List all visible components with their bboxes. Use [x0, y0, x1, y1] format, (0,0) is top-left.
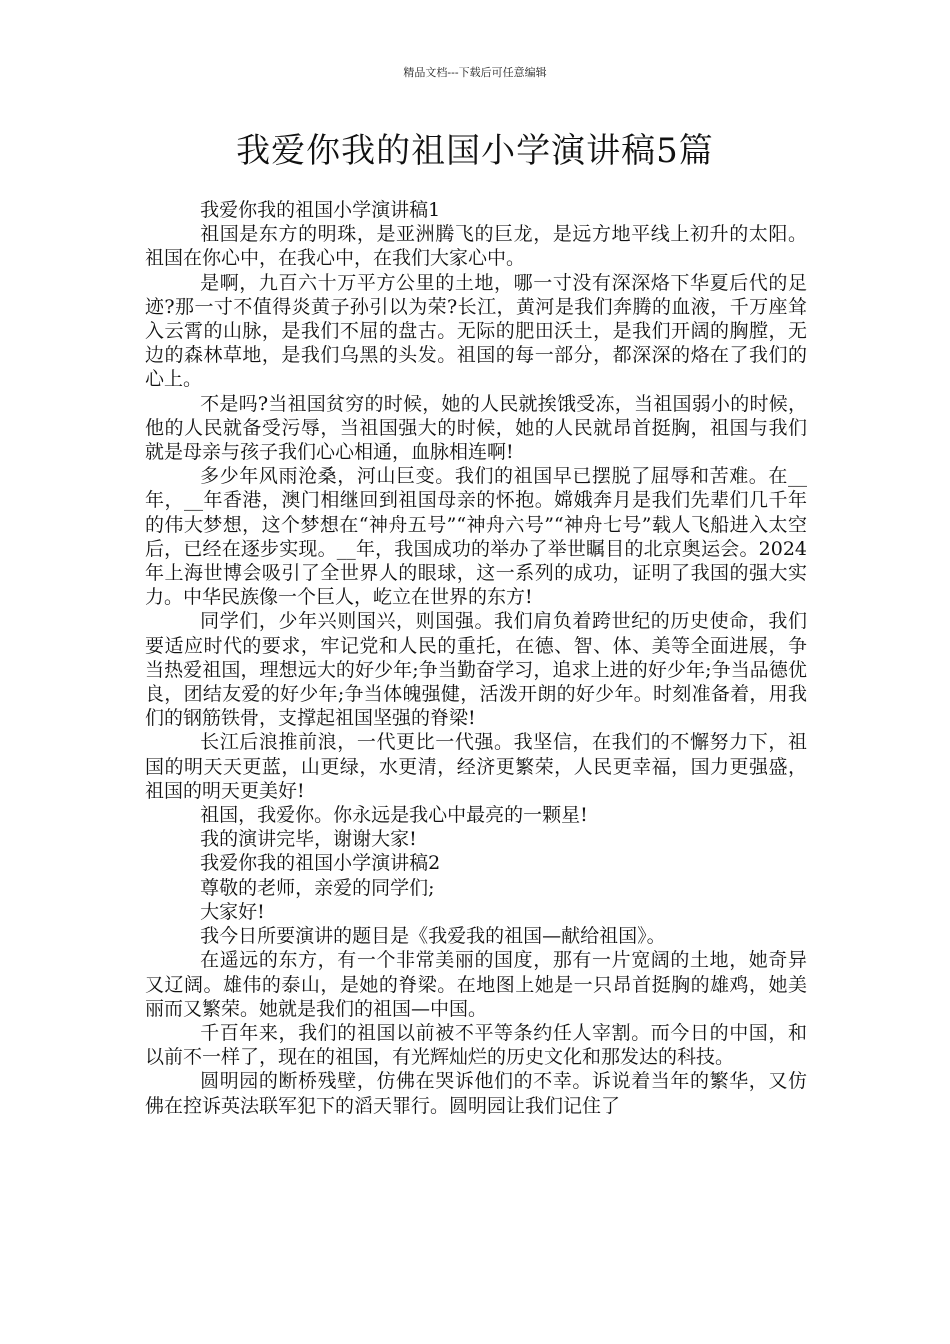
- paragraph: 是啊，九百六十万平方公里的土地，哪一寸没有深深烙下华夏后代的足迹?那一寸不值得炎黄子孙引以为荣?长江，黄河是我们奔腾的血液，千万座耸入云霄的山脉，是我们不屈的盘古。无际的肥田沃土，是我们开阔的胸膛，无边的森林草地，是我们乌黑的头发。祖国的每一部分，都深深的烙在了我们的心上。: [145, 271, 807, 391]
- paragraph: 多少年风雨沧桑，河山巨变。我们的祖国早已摆脱了屈辱和苦难。在__年，__年香港，澳门相继回到祖国母亲的怀抱。嫦娥奔月是我们先辈们几千年的伟大梦想，这个梦想在“神舟五号”“神舟六号”“神舟七号”载人飞船进入太空后，已经在逐步实现。__年，我国成功的举办了举世瞩目的北京奥运会。2024年上海世博会吸引了全世界人的眼球，这一系列的成功，证明了我国的强大实力。中华民族像一个巨人，屹立在世界的东方!: [145, 465, 807, 609]
- paragraph: 同学们，少年兴则国兴，则国强。我们肩负着跨世纪的历史使命，我们要适应时代的要求，牢记党和人民的重托，在德、智、体、美等全面进展，争当热爱祖国，理想远大的好少年;争当勤奋学习，追求上进的好少年;争当品德优良，团结友爱的好少年;争当体魄强健，活泼开朗的好少年。时刻准备着，用我们的钢筋铁骨，支撑起祖国坚强的脊梁!: [145, 610, 807, 730]
- paragraph: 不是吗?当祖国贫穷的时候，她的人民就挨饿受冻，当祖国弱小的时候，他的人民就备受污辱，当祖国强大的时候，她的人民就昂首挺胸，祖国与我们就是母亲与孩子我们心心相通，血脉相连啊!: [145, 392, 807, 464]
- section-heading-1: 我爱你我的祖国小学演讲稿1: [200, 199, 441, 221]
- paragraph: 尊敬的老师，亲爱的同学们;: [200, 876, 435, 899]
- paragraph: 我的演讲完毕，谢谢大家!: [200, 828, 417, 851]
- section-heading-2: 我爱你我的祖国小学演讲稿2: [200, 852, 441, 875]
- paragraph: 祖国，我爱你。你永远是我心中最亮的一颗星!: [200, 804, 588, 827]
- document-body: [145, 198, 807, 1118]
- paragraph: 大家好!: [200, 900, 265, 923]
- paragraph: 在遥远的东方，有一个非常美丽的国度，那有一片宽阔的土地，她奇异又辽阔。雄伟的泰山，是她的脊梁。在地图上她是一只昂首挺胸的雄鸡，她美丽而又繁荣。她就是我们的祖国—中国。: [145, 949, 807, 1020]
- paragraph: 我今日所要演讲的题目是《我爱我的祖国—献给祖国》。: [200, 925, 666, 948]
- paragraph: 圆明园的断桥残壁，仿佛在哭诉他们的不幸。诉说着当年的繁华，又仿佛在控诉英法联军犯下的滔天罪行。圆明园让我们记住了: [145, 1070, 807, 1117]
- document-title: 我爱你我的祖国小学演讲稿5篇: [236, 131, 714, 171]
- paragraph: 长江后浪推前浪，一代更比一代强。我坚信，在我们的不懈努力下，祖国的明天天更蓝，山更绿，水更清，经济更繁荣，人民更幸福，国力更强盛，祖国的明天更美好!: [145, 731, 807, 802]
- header-note: 精品文档---下载后可任意编辑: [403, 66, 547, 79]
- paragraph: 祖国是东方的明珠，是亚洲腾飞的巨龙，是远方地平线上初升的太阳。祖国在你心中，在我心中，在我们大家心中。: [145, 223, 807, 270]
- paragraph: 千百年来，我们的祖国以前被不平等条约任人宰割。而今日的中国，和以前不一样了，现在的祖国，有光辉灿烂的历史文化和那发达的科技。: [145, 1021, 807, 1069]
